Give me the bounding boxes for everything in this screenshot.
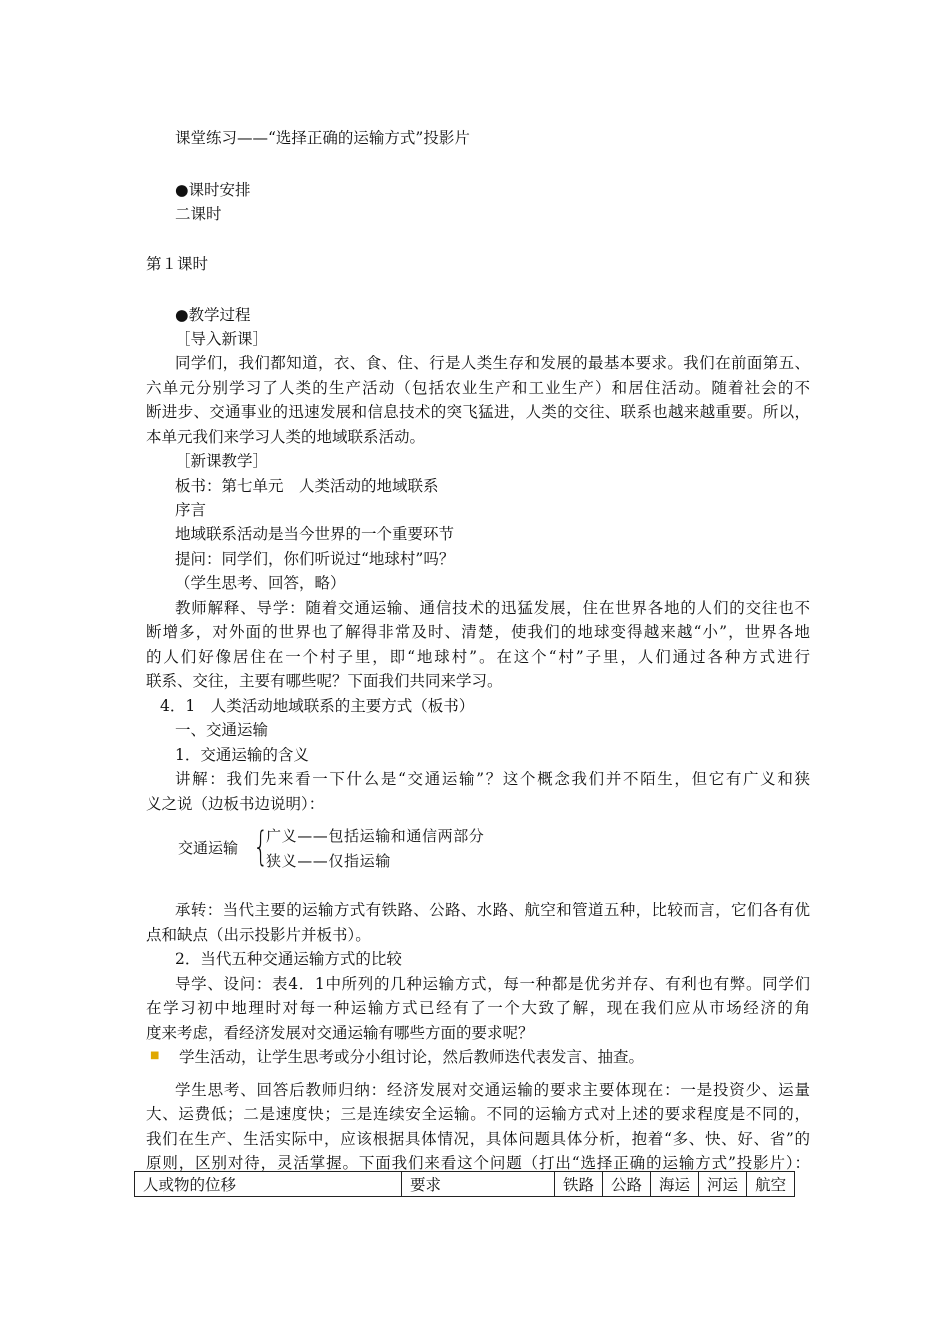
paragraph-line: 断进步、交通事业的迅速发展和信息技术的突飞猛进，人类的交往、联系也越来越重要。所以， bbox=[146, 403, 810, 421]
paragraph-line: 联系、交往，主要有哪些呢？下面我们共同来学习。 bbox=[146, 672, 503, 690]
paragraph-line: 在学习初中地理时对每一种运输方式已经有了一个大致了解，现在我们应从市场经济的角 bbox=[146, 999, 810, 1017]
subsection-heading: 一、交通运输 bbox=[175, 721, 269, 739]
text-line: 地域联系活动是当今世界的一个重要环节 bbox=[175, 525, 455, 543]
intro-heading: ［导入新课］ bbox=[175, 330, 269, 348]
section-heading-process: ●教学过程 bbox=[175, 306, 251, 324]
paragraph-line: 的人们好像居住在一个村子里，即“地球村”。在这个“村”子里，人们通过各种方式进行 bbox=[146, 648, 810, 666]
narrow-definition: 狭义——仅指运输 bbox=[266, 852, 391, 870]
table-header-cell: 航空 bbox=[747, 1172, 795, 1197]
paragraph-line: 断增多，对外面的世界也了解得非常及时、清楚，使我们的地球变得越来越“小”，世界各地 bbox=[146, 623, 810, 641]
table-header-cell: 人或物的位移 bbox=[135, 1172, 402, 1197]
paragraph-line: 度来考虑，看经济发展对交通运输有哪些方面的要求呢？ bbox=[146, 1024, 534, 1042]
paragraph-line: 六单元分别学习了人类的生产活动（包括农业生产和工业生产）和居住活动。随着社会的不 bbox=[146, 379, 810, 397]
transport-table bbox=[134, 1171, 795, 1197]
definition-brace-diagram bbox=[178, 825, 538, 871]
paragraph-line: 原则，区别对待，灵活掌握。下面我们来看这个问题（打出“选择正确的运输方式”投影片）： bbox=[146, 1154, 810, 1172]
board-text: 板书：第七单元 人类活动的地域联系 bbox=[175, 477, 439, 495]
schedule-text: 二课时 bbox=[175, 205, 222, 223]
paragraph-line: 我们在生产、生活实际中，应该根据具体情况，具体问题具体分析，抱着“多、快、好、省”的 bbox=[146, 1130, 810, 1148]
table-header-cell: 海运 bbox=[651, 1172, 699, 1197]
paragraph-line: 教师解释、导学：随着交通运输、通信技术的迅猛发展，住在世界各地的人们的交往也不 bbox=[175, 599, 810, 617]
lesson-heading: 第１课时 bbox=[146, 255, 209, 273]
brace-icon: { bbox=[253, 824, 269, 870]
preface-text: 序言 bbox=[175, 501, 207, 519]
paragraph-line: 义之说（边板书边说明）： bbox=[146, 795, 325, 813]
new-lesson-heading: ［新课教学］ bbox=[175, 452, 269, 470]
paragraph-line: 本单元我们来学习人类的地域联系活动。 bbox=[146, 428, 426, 446]
question-text: 提问：同学们，你们听说过“地球村”吗？ bbox=[175, 550, 455, 568]
section-heading-schedule: ●课时安排 bbox=[175, 181, 251, 199]
subsection-heading: 1．交通运输的含义 bbox=[175, 746, 309, 764]
table-header-cell: 公路 bbox=[603, 1172, 651, 1197]
paragraph-line: 点和缺点（出示投影片并板书）。 bbox=[146, 926, 371, 944]
paragraph-line: 讲解：我们先来看一下什么是“交通运输”？这个概念我们并不陌生，但它有广义和狭 bbox=[175, 770, 810, 788]
student-answer-text: （学生思考、回答，略） bbox=[175, 574, 346, 592]
broad-definition: 广义——包括运输和通信两部分 bbox=[266, 827, 485, 845]
subsection-heading: 4．1 人类活动地域联系的主要方式（板书） bbox=[160, 697, 475, 715]
subsection-heading: 2．当代五种交通运输方式的比较 bbox=[175, 950, 402, 968]
paragraph-line: 大、运费低；二是速度快；三是连续安全运输。不同的运输方式对上述的要求程度是不同的， bbox=[146, 1105, 810, 1123]
table-header-cell: 要求 bbox=[402, 1172, 555, 1197]
exercise-line: 课堂练习——“选择正确的运输方式”投影片 bbox=[175, 129, 470, 147]
paragraph-line: 承转：当代主要的运输方式有铁路、公路、水路、航空和管道五种，比较而言，它们各有优 bbox=[175, 901, 810, 919]
paragraph-line: 导学、设问：表4．1中所列的几种运输方式，每一种都是优劣并存、有利也有弊。同学们 bbox=[175, 975, 810, 993]
table-row bbox=[135, 1172, 795, 1197]
brace-label: 交通运输 bbox=[178, 839, 239, 857]
activity-text: 学生活动，让学生思考或分小组讨论，然后教师迭代表发言、抽查。 bbox=[179, 1048, 645, 1066]
marker-dot-icon: ■ bbox=[150, 1050, 160, 1061]
paragraph-line: 同学们，我们都知道，衣、食、住、行是人类生存和发展的最基本要求。我们在前面第五、 bbox=[175, 354, 810, 372]
table-header-cell: 河运 bbox=[699, 1172, 747, 1197]
table-header-cell: 铁路 bbox=[555, 1172, 603, 1197]
paragraph-line: 学生思考、回答后教师归纳：经济发展对交通运输的要求主要体现在：一是投资少、运量 bbox=[175, 1081, 810, 1099]
